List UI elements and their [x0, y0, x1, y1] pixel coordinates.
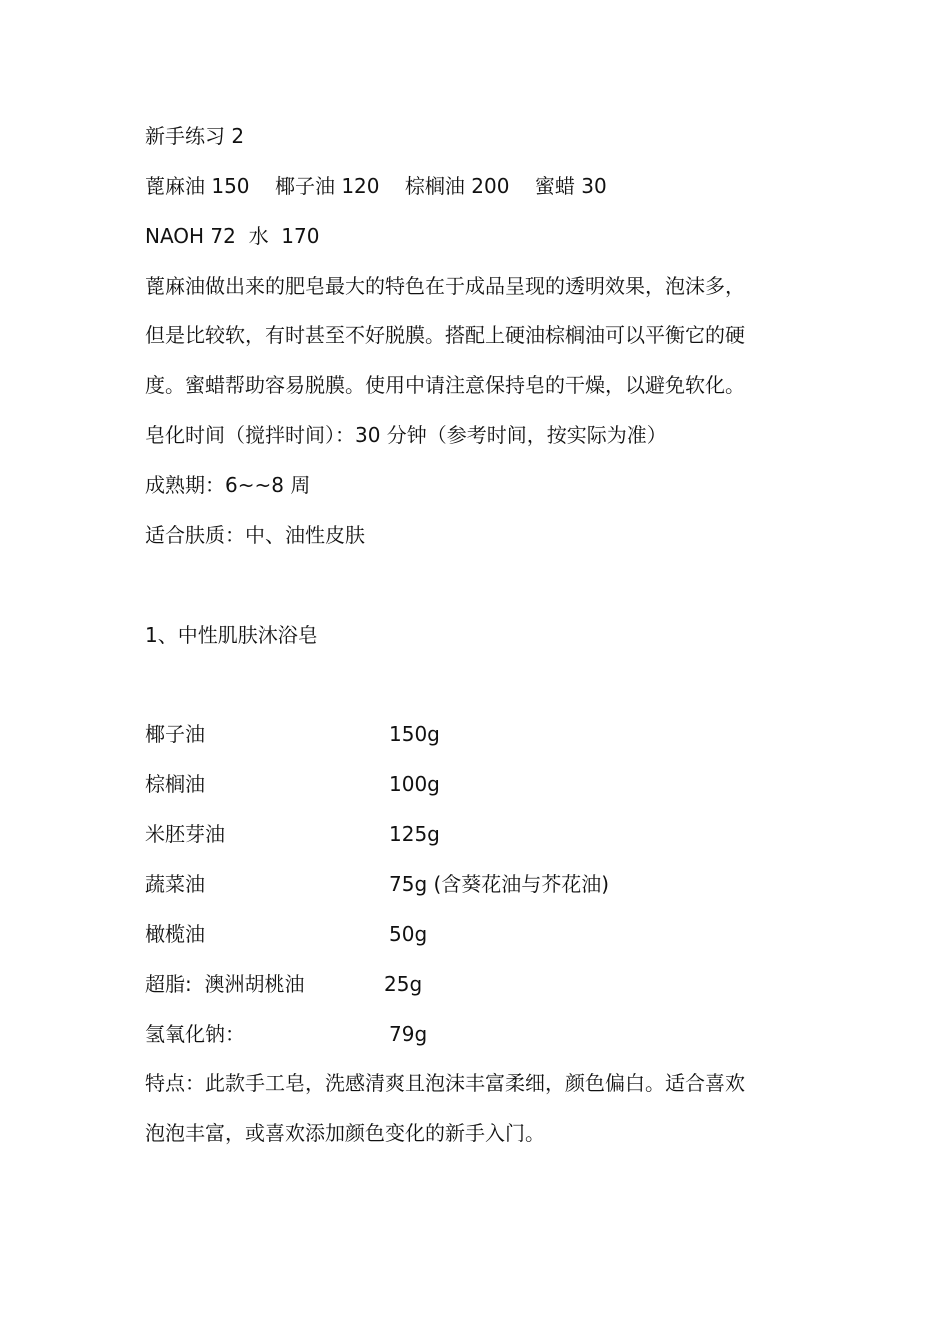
recipe-intro-lye: NAOH 72 水 170: [145, 224, 320, 248]
ingredient-row: [145, 770, 440, 798]
ingredient-name: 氢氧化钠：: [145, 1022, 245, 1046]
ingredient-name: 米胚芽油: [145, 822, 225, 846]
recipe-intro-title: 新手练习 2: [145, 124, 245, 148]
ingredient-amount: 150g: [389, 722, 440, 746]
ingredient-row: [145, 820, 440, 848]
ingredient-amount: 100g: [389, 772, 440, 796]
ingredient-name: 橄榄油: [145, 922, 205, 946]
ingredient-amount: 75g (含葵花油与芥花油): [389, 872, 610, 896]
features-line: 特点：此款手工皂，洗感清爽且泡沫丰富柔细，颜色偏白。适合喜欢: [145, 1071, 745, 1095]
ingredient-row: [145, 720, 440, 748]
ingredient-amount: 25g: [384, 972, 423, 996]
features-line: 泡泡丰富，或喜欢添加颜色变化的新手入门。: [145, 1121, 545, 1145]
ingredient-amount: 125g: [389, 822, 440, 846]
ingredient-amount: 79g: [389, 1022, 428, 1046]
recipe-intro-ingredients: 蓖麻油 150 椰子油 120 棕榈油 200 蜜蜡 30: [145, 174, 607, 198]
ingredient-name: 超脂: 澳洲胡桃油: [145, 972, 305, 996]
ingredient-row: [145, 1020, 427, 1048]
recipe-1-title: 1、中性肌肤沐浴皂: [145, 623, 318, 647]
ingredient-row: [145, 870, 609, 898]
ingredient-name: 椰子油: [145, 722, 205, 746]
description-line: 蓖麻油做出来的肥皂最大的特色在于成品呈现的透明效果，泡沫多，: [145, 274, 745, 298]
saponification-time: 皂化时间（搅拌时间）：30 分钟（参考时间，按实际为准）: [145, 423, 667, 447]
description-line: 但是比较软，有时甚至不好脱膜。搭配上硬油棕榈油可以平衡它的硬: [145, 323, 745, 347]
description-line: 度。蜜蜡帮助容易脱膜。使用中请注意保持皂的干燥，以避免软化。: [145, 373, 745, 397]
curing-period: 成熟期：6~~8 周: [145, 473, 311, 497]
ingredient-name: 棕榈油: [145, 772, 205, 796]
skin-type: 适合肤质：中、油性皮肤: [145, 523, 365, 547]
ingredient-amount: 50g: [389, 922, 428, 946]
ingredient-row: [145, 970, 422, 998]
ingredient-name: 蔬菜油: [145, 872, 205, 896]
ingredient-row: [145, 920, 427, 948]
